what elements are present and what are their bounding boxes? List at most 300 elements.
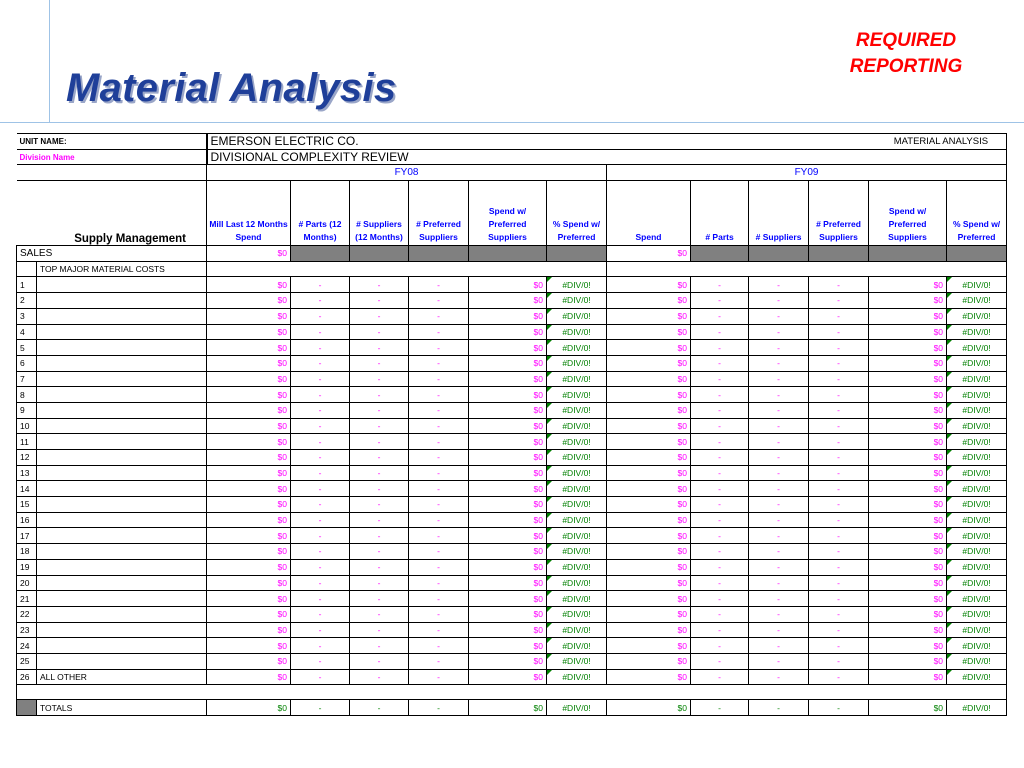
header-horizontal-rule	[0, 122, 1024, 123]
cell-fy08-pref-spend: $0	[469, 308, 547, 324]
cell-fy08-preferred: -	[409, 465, 469, 481]
cell-fy08-suppliers: -	[350, 434, 409, 450]
table-row	[17, 497, 1007, 513]
cell-fy08-preferred: -	[409, 450, 469, 466]
material-label	[37, 418, 207, 434]
row-number: 8	[17, 387, 37, 403]
row-number: 26	[17, 669, 37, 685]
cell-fy09-pct: #DIV/0!	[947, 559, 1007, 575]
cell-fy09-parts: -	[691, 434, 749, 450]
cell-fy08-spend: $0	[207, 418, 291, 434]
cell-fy09-pct: #DIV/0!	[947, 402, 1007, 418]
cell-fy09-preferred: -	[809, 371, 869, 387]
empty-cell	[17, 261, 37, 277]
cell-fy08-pref-spend: $0	[469, 497, 547, 513]
empty-cell	[17, 165, 207, 181]
cell-fy09-pref-spend: $0	[869, 638, 947, 654]
cell-fy08-suppliers: -	[350, 371, 409, 387]
gray-cell	[291, 246, 350, 262]
material-analysis-table	[16, 133, 1007, 716]
table-row	[17, 512, 1007, 528]
cell-fy09-parts: -	[691, 669, 749, 685]
sales-label: SALES	[17, 246, 207, 262]
column-header-row	[17, 181, 1007, 246]
row-number: 25	[17, 653, 37, 669]
cell-fy08-preferred: -	[409, 355, 469, 371]
totals-label: TOTALS	[37, 700, 207, 716]
cell-fy09-spend: $0	[607, 638, 691, 654]
cell-fy08-preferred: -	[409, 497, 469, 513]
cell-fy08-parts: -	[291, 450, 350, 466]
cell-fy09-pct: #DIV/0!	[947, 355, 1007, 371]
cell-fy09-spend: $0	[607, 293, 691, 309]
cell-fy09-suppliers: -	[749, 591, 809, 607]
cell-fy08-pref-spend: $0	[469, 277, 547, 293]
col-header-fy09-pref-spend: Spend w/ Preferred Suppliers	[869, 181, 947, 246]
cell-fy08-spend: $0	[207, 497, 291, 513]
cell-fy09-spend: $0	[607, 481, 691, 497]
required-line-2: REPORTING	[849, 56, 963, 77]
cell-fy08-pct: #DIV/0!	[547, 308, 607, 324]
cell-fy08-preferred: -	[409, 622, 469, 638]
fiscal-year-row	[17, 165, 1007, 181]
cell-fy08-suppliers: -	[350, 512, 409, 528]
material-label	[37, 355, 207, 371]
cell-fy09-spend: $0	[607, 450, 691, 466]
cell-fy09-pref-spend: $0	[869, 575, 947, 591]
col-header-fy08-suppliers: # Suppliers (12 Months)	[350, 181, 409, 246]
cell-fy08-pref-spend: $0	[469, 450, 547, 466]
cell-fy08-parts: -	[291, 606, 350, 622]
cell-fy09-suppliers: -	[749, 387, 809, 403]
cell-fy08-pref-spend: $0	[469, 622, 547, 638]
cell-fy09-spend: $0	[607, 622, 691, 638]
cell-fy08-pct: #DIV/0!	[547, 653, 607, 669]
cell-fy08-preferred: -	[409, 559, 469, 575]
table-row	[17, 575, 1007, 591]
material-label	[37, 481, 207, 497]
table-row	[17, 402, 1007, 418]
row-number: 11	[17, 434, 37, 450]
cell-fy09-suppliers: -	[749, 653, 809, 669]
cell-fy08-suppliers: -	[350, 481, 409, 497]
cell-fy08-pref-spend: $0	[469, 653, 547, 669]
cell-fy08-pct: #DIV/0!	[547, 324, 607, 340]
col-header-fy09-preferred: # Preferred Suppliers	[809, 181, 869, 246]
cell-fy09-pref-spend: $0	[869, 293, 947, 309]
totals-supp09: -	[749, 700, 809, 716]
cell-fy09-parts: -	[691, 277, 749, 293]
cell-fy08-pref-spend: $0	[469, 481, 547, 497]
cell-fy08-suppliers: -	[350, 465, 409, 481]
table-row	[17, 591, 1007, 607]
row-number: 13	[17, 465, 37, 481]
cell-fy08-parts: -	[291, 465, 350, 481]
cell-fy08-spend: $0	[207, 277, 291, 293]
cell-fy09-preferred: -	[809, 324, 869, 340]
material-label	[37, 465, 207, 481]
cell-fy09-preferred: -	[809, 481, 869, 497]
cell-fy08-pct: #DIV/0!	[547, 450, 607, 466]
cell-fy08-suppliers: -	[350, 669, 409, 685]
cell-fy09-pref-spend: $0	[869, 308, 947, 324]
cell-fy08-parts: -	[291, 544, 350, 560]
cell-fy08-preferred: -	[409, 387, 469, 403]
gray-cell	[17, 700, 37, 716]
cell-fy09-pct: #DIV/0!	[947, 450, 1007, 466]
col-header-fy08-parts: # Parts (12 Months)	[291, 181, 350, 246]
cell-fy09-parts: -	[691, 465, 749, 481]
cell-fy08-pct: #DIV/0!	[547, 528, 607, 544]
cell-fy09-parts: -	[691, 512, 749, 528]
cell-fy08-preferred: -	[409, 434, 469, 450]
cell-fy09-parts: -	[691, 591, 749, 607]
cell-fy09-pref-spend: $0	[869, 355, 947, 371]
cell-fy09-pct: #DIV/0!	[947, 481, 1007, 497]
cell-fy09-suppliers: -	[749, 340, 809, 356]
cell-fy08-preferred: -	[409, 606, 469, 622]
cell-fy08-parts: -	[291, 293, 350, 309]
sales-fy09-value: $0	[607, 246, 691, 262]
table-row	[17, 340, 1007, 356]
cell-fy09-pref-spend: $0	[869, 324, 947, 340]
cell-fy08-parts: -	[291, 669, 350, 685]
cell-fy09-pct: #DIV/0!	[947, 544, 1007, 560]
cell-fy08-suppliers: -	[350, 277, 409, 293]
cell-fy09-preferred: -	[809, 277, 869, 293]
cell-fy09-parts: -	[691, 497, 749, 513]
row-number: 10	[17, 418, 37, 434]
totals-supp08: -	[350, 700, 409, 716]
cell-fy09-parts: -	[691, 355, 749, 371]
cell-fy08-spend: $0	[207, 575, 291, 591]
cell-fy09-parts: -	[691, 544, 749, 560]
material-label	[37, 434, 207, 450]
cell-fy09-suppliers: -	[749, 418, 809, 434]
row-number: 18	[17, 544, 37, 560]
cell-fy08-spend: $0	[207, 653, 291, 669]
row-number: 12	[17, 450, 37, 466]
material-label	[37, 293, 207, 309]
cell-fy08-spend: $0	[207, 528, 291, 544]
material-label	[37, 575, 207, 591]
cell-fy08-parts: -	[291, 622, 350, 638]
row-number: 1	[17, 277, 37, 293]
cell-fy08-spend: $0	[207, 606, 291, 622]
cell-fy09-spend: $0	[607, 418, 691, 434]
cell-fy09-pct: #DIV/0!	[947, 434, 1007, 450]
table-row	[17, 606, 1007, 622]
cell-fy09-pct: #DIV/0!	[947, 528, 1007, 544]
material-label	[37, 622, 207, 638]
gray-cell	[749, 246, 809, 262]
cell-fy09-preferred: -	[809, 544, 869, 560]
cell-fy09-parts: -	[691, 324, 749, 340]
table-row	[17, 308, 1007, 324]
gray-cell	[691, 246, 749, 262]
cell-fy09-preferred: -	[809, 355, 869, 371]
cell-fy08-suppliers: -	[350, 340, 409, 356]
table-row	[17, 653, 1007, 669]
cell-fy09-suppliers: -	[749, 371, 809, 387]
cell-fy08-spend: $0	[207, 622, 291, 638]
row-number: 20	[17, 575, 37, 591]
blank-row	[17, 685, 1007, 700]
division-name-row	[17, 149, 1007, 165]
material-label	[37, 387, 207, 403]
cell-fy08-suppliers: -	[350, 402, 409, 418]
cell-fy08-pct: #DIV/0!	[547, 559, 607, 575]
cell-fy09-spend: $0	[607, 387, 691, 403]
cell-fy09-suppliers: -	[749, 528, 809, 544]
cell-fy08-parts: -	[291, 528, 350, 544]
cell-fy08-pref-spend: $0	[469, 340, 547, 356]
cell-fy09-pct: #DIV/0!	[947, 293, 1007, 309]
cell-fy09-pref-spend: $0	[869, 528, 947, 544]
cell-fy09-preferred: -	[809, 434, 869, 450]
cell-fy09-spend: $0	[607, 340, 691, 356]
cell-fy08-spend: $0	[207, 544, 291, 560]
cell-fy09-pct: #DIV/0!	[947, 340, 1007, 356]
cell-fy09-parts: -	[691, 293, 749, 309]
cell-fy09-parts: -	[691, 450, 749, 466]
cell-fy09-spend: $0	[607, 402, 691, 418]
cell-fy09-preferred: -	[809, 512, 869, 528]
cell-fy08-pref-spend: $0	[469, 638, 547, 654]
cell-fy09-preferred: -	[809, 308, 869, 324]
cell-fy08-parts: -	[291, 355, 350, 371]
material-label	[37, 638, 207, 654]
cell-fy09-preferred: -	[809, 559, 869, 575]
cell-fy08-preferred: -	[409, 324, 469, 340]
cell-fy08-spend: $0	[207, 638, 291, 654]
cell-fy08-spend: $0	[207, 355, 291, 371]
cell-fy09-preferred: -	[809, 575, 869, 591]
cell-fy08-parts: -	[291, 308, 350, 324]
cell-fy09-spend: $0	[607, 324, 691, 340]
cell-fy09-parts: -	[691, 528, 749, 544]
cell-fy08-suppliers: -	[350, 575, 409, 591]
cell-fy08-parts: -	[291, 418, 350, 434]
cell-fy09-spend: $0	[607, 465, 691, 481]
material-label	[37, 402, 207, 418]
cell-fy09-pct: #DIV/0!	[947, 512, 1007, 528]
row-number: 17	[17, 528, 37, 544]
cell-fy08-spend: $0	[207, 512, 291, 528]
cell-fy08-spend: $0	[207, 324, 291, 340]
cell-fy08-parts: -	[291, 512, 350, 528]
cell-fy09-parts: -	[691, 606, 749, 622]
cell-fy08-suppliers: -	[350, 653, 409, 669]
cell-fy08-pct: #DIV/0!	[547, 638, 607, 654]
cell-fy08-parts: -	[291, 653, 350, 669]
gray-cell	[809, 246, 869, 262]
cell-fy08-preferred: -	[409, 277, 469, 293]
cell-fy09-suppliers: -	[749, 277, 809, 293]
cell-fy08-spend: $0	[207, 371, 291, 387]
material-label	[37, 653, 207, 669]
table-row	[17, 434, 1007, 450]
cell-fy09-suppliers: -	[749, 669, 809, 685]
cell-fy09-parts: -	[691, 575, 749, 591]
cell-fy09-preferred: -	[809, 465, 869, 481]
cell-fy08-spend: $0	[207, 559, 291, 575]
cell-fy08-suppliers: -	[350, 387, 409, 403]
cell-fy09-pref-spend: $0	[869, 465, 947, 481]
row-number: 24	[17, 638, 37, 654]
row-number: 22	[17, 606, 37, 622]
company-name: EMERSON ELECTRIC CO.	[207, 134, 749, 150]
cell-fy08-preferred: -	[409, 528, 469, 544]
sales-row	[17, 246, 1007, 262]
cell-fy09-suppliers: -	[749, 434, 809, 450]
table-row	[17, 450, 1007, 466]
cell-fy09-spend: $0	[607, 575, 691, 591]
cell-fy09-preferred: -	[809, 340, 869, 356]
cell-fy09-pct: #DIV/0!	[947, 418, 1007, 434]
material-label	[37, 528, 207, 544]
cell-fy09-suppliers: -	[749, 497, 809, 513]
totals-pct08: #DIV/0!	[547, 700, 607, 716]
cell-fy09-suppliers: -	[749, 308, 809, 324]
unit-name-label: UNIT NAME:	[17, 134, 207, 150]
cell-fy09-preferred: -	[809, 622, 869, 638]
totals-row	[17, 700, 1007, 716]
table-row	[17, 324, 1007, 340]
cell-fy09-parts: -	[691, 418, 749, 434]
cell-fy08-pct: #DIV/0!	[547, 591, 607, 607]
cell-fy09-spend: $0	[607, 371, 691, 387]
cell-fy08-pref-spend: $0	[469, 606, 547, 622]
cell-fy08-pref-spend: $0	[469, 355, 547, 371]
cell-fy09-suppliers: -	[749, 512, 809, 528]
cell-fy09-parts: -	[691, 653, 749, 669]
cell-fy08-parts: -	[291, 324, 350, 340]
cell-fy08-pref-spend: $0	[469, 512, 547, 528]
gray-cell	[409, 246, 469, 262]
cell-fy08-suppliers: -	[350, 528, 409, 544]
cell-fy09-preferred: -	[809, 669, 869, 685]
col-header-fy08-preferred: # Preferred Suppliers	[409, 181, 469, 246]
cell-fy09-suppliers: -	[749, 544, 809, 560]
cell-fy08-spend: $0	[207, 387, 291, 403]
supply-management-label: Supply Management	[17, 181, 207, 246]
cell-fy08-pref-spend: $0	[469, 528, 547, 544]
cell-fy09-pct: #DIV/0!	[947, 622, 1007, 638]
table-row	[17, 293, 1007, 309]
cell-fy09-suppliers: -	[749, 481, 809, 497]
cell-fy08-pct: #DIV/0!	[547, 355, 607, 371]
sales-fy08-value: $0	[207, 246, 291, 262]
cell-fy08-suppliers: -	[350, 324, 409, 340]
fy08-header: FY08	[207, 165, 607, 181]
cell-fy08-preferred: -	[409, 371, 469, 387]
cell-fy08-pct: #DIV/0!	[547, 622, 607, 638]
cell-fy08-suppliers: -	[350, 293, 409, 309]
cell-fy09-suppliers: -	[749, 575, 809, 591]
cell-fy09-parts: -	[691, 622, 749, 638]
cell-fy09-spend: $0	[607, 591, 691, 607]
cell-fy09-pref-spend: $0	[869, 591, 947, 607]
cell-fy08-pct: #DIV/0!	[547, 544, 607, 560]
totals-pref08: -	[409, 700, 469, 716]
cell-fy09-suppliers: -	[749, 324, 809, 340]
cell-fy09-suppliers: -	[749, 606, 809, 622]
cell-fy09-pref-spend: $0	[869, 606, 947, 622]
empty-cell	[607, 261, 1007, 277]
cell-fy09-spend: $0	[607, 669, 691, 685]
cell-fy09-parts: -	[691, 402, 749, 418]
cell-fy08-pct: #DIV/0!	[547, 277, 607, 293]
cell-fy09-preferred: -	[809, 591, 869, 607]
cell-fy09-pref-spend: $0	[869, 544, 947, 560]
totals-parts08: -	[291, 700, 350, 716]
cell-fy09-suppliers: -	[749, 465, 809, 481]
cell-fy08-spend: $0	[207, 669, 291, 685]
cell-fy08-preferred: -	[409, 512, 469, 528]
gray-cell	[869, 246, 947, 262]
cell-fy08-pref-spend: $0	[469, 387, 547, 403]
cell-fy08-suppliers: -	[350, 638, 409, 654]
material-label	[37, 591, 207, 607]
cell-fy09-preferred: -	[809, 497, 869, 513]
required-reporting-note	[826, 28, 986, 80]
cell-fy08-parts: -	[291, 575, 350, 591]
cell-fy09-parts: -	[691, 481, 749, 497]
cell-fy08-preferred: -	[409, 481, 469, 497]
division-name-label: Division Name	[17, 149, 207, 165]
cell-fy09-pct: #DIV/0!	[947, 653, 1007, 669]
cell-fy08-pct: #DIV/0!	[547, 387, 607, 403]
slide-title: Material Analysis	[66, 66, 397, 110]
cell-fy09-pref-spend: $0	[869, 497, 947, 513]
cell-fy09-preferred: -	[809, 402, 869, 418]
cell-fy08-pref-spend: $0	[469, 293, 547, 309]
cell-fy08-preferred: -	[409, 418, 469, 434]
cell-fy08-pct: #DIV/0!	[547, 434, 607, 450]
cell-fy08-suppliers: -	[350, 355, 409, 371]
cell-fy08-parts: -	[291, 559, 350, 575]
col-header-fy09-pct: % Spend w/ Preferred	[947, 181, 1007, 246]
cell-fy08-pct: #DIV/0!	[547, 293, 607, 309]
cell-fy08-parts: -	[291, 638, 350, 654]
cell-fy08-pct: #DIV/0!	[547, 418, 607, 434]
cell-fy09-pref-spend: $0	[869, 371, 947, 387]
cell-fy08-suppliers: -	[350, 622, 409, 638]
cell-fy09-spend: $0	[607, 653, 691, 669]
cell-fy08-parts: -	[291, 371, 350, 387]
col-header-fy08-pct: % Spend w/ Preferred	[547, 181, 607, 246]
cell-fy09-spend: $0	[607, 606, 691, 622]
cell-fy09-spend: $0	[607, 528, 691, 544]
table-row	[17, 669, 1007, 685]
row-number: 6	[17, 355, 37, 371]
row-number: 23	[17, 622, 37, 638]
cell-fy09-pref-spend: $0	[869, 450, 947, 466]
cell-fy08-pct: #DIV/0!	[547, 465, 607, 481]
cell-fy09-preferred: -	[809, 653, 869, 669]
cell-fy09-pct: #DIV/0!	[947, 575, 1007, 591]
cell-fy08-pct: #DIV/0!	[547, 340, 607, 356]
cell-fy08-pct: #DIV/0!	[547, 512, 607, 528]
cell-fy09-pct: #DIV/0!	[947, 371, 1007, 387]
cell-fy08-preferred: -	[409, 340, 469, 356]
material-label: ALL OTHER	[37, 669, 207, 685]
totals-pref09: -	[809, 700, 869, 716]
cell-fy08-suppliers: -	[350, 308, 409, 324]
cell-fy08-parts: -	[291, 402, 350, 418]
cell-fy09-suppliers: -	[749, 402, 809, 418]
